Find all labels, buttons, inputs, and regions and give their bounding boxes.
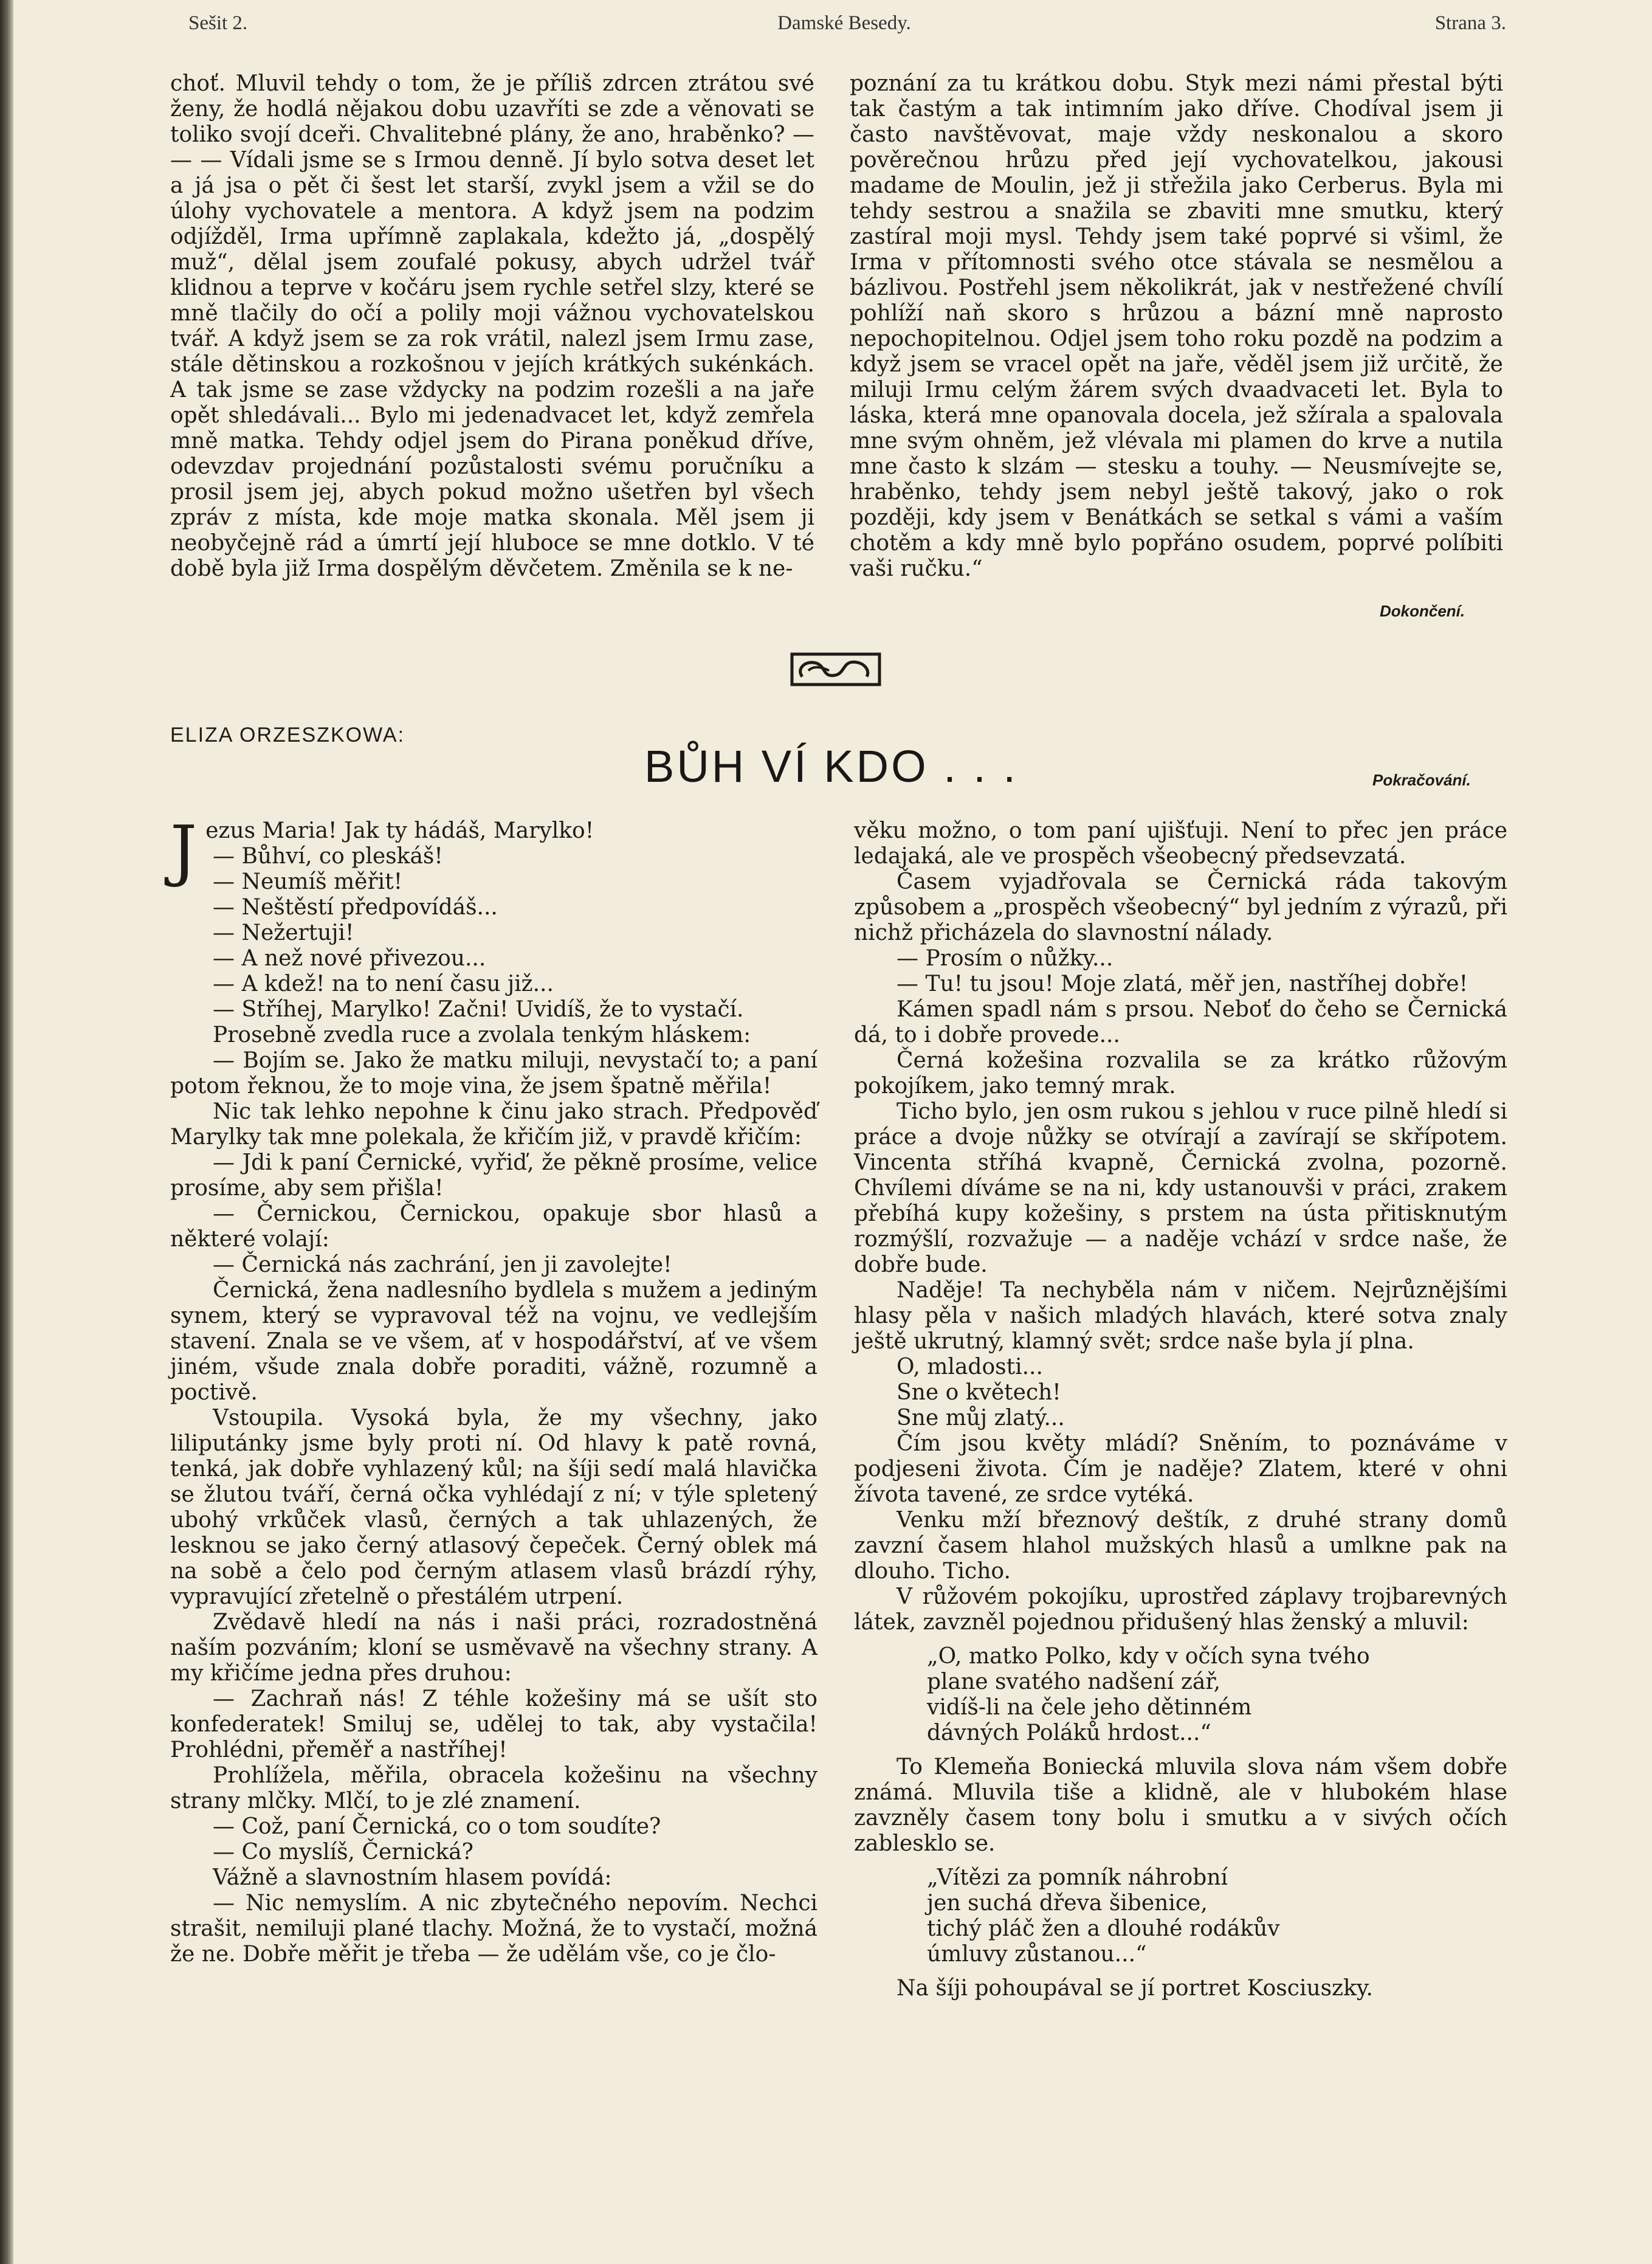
story-paragraph: — Co myslíš, Černická?: [213, 1840, 473, 1865]
issue-label: Sešit 2.: [188, 12, 248, 34]
story-paragraph: Kámen spadl nám s prsou. Neboť do čeho se Černická dá, to i dobře provede...: [854, 997, 1507, 1047]
story-paragraph: Venku mží březnový deštík, z druhé strany domů zavzní časem hlahol mužských hlasů a umlkne pak na dlouho. Ticho.: [854, 1508, 1507, 1584]
prev-story-text-2: poznání za tu krátkou dobu. Styk mezi námi přestal býti tak častým a tak intimním jako dříve. Chodíval jsem ji často navštěvovat, maje vždy neskonalou a skoro pověrečnou hrůzu před její vychovatelkou, jakousi madame de Moulin, jež ji střežila jako Cerberus. Byla mi tehdy sestrou a snažila se zbaviti mne smutku, který zastíral moji mysl. Tehdy jsem také poprvé si všiml, že Irma v přítomnosti svého otce stávala se nesmělou a bázlivou. Postřehl jsem několikrát, jak v nestřežené chvílí pohlíží naň skoro s hrůzou a bázní mně naprosto nepochopitelnou. Odjel jsem toho roku pozdě na podzim a když jsem se vracel opět na jaře, věděl jsem již určitě, že miluji Irmu celým žárem svých dvaadvaceti let. Byla to láska, která mne opanovala docela, jež sžírala a spalovala mne svým ohněm, jež vlévala mi plamen do krve a nutila mne často k slzám — stesku a touhy. — Neusmívejte se, hraběnko, tehdy jsem nebyl ještě takový, jako o rok později, kdy jsem v Benátkách se setkal s vámi a vaším chotěm a kdy mně bylo popřáno osudem, poprvé políbiti vaši ručku.“: [850, 71, 1503, 581]
story-paragraph: Vstoupila. Vysoká byla, že my všechny, jako liliputánky jsme byly proti ní. Od hlavy k patě rovná, tenká, jak dobře vyhlazený kůl; na šíji sedí malá hlavička se žlutou tváří, černá očka vyhlédají z ní; v týle spletený ubohý vrkůček vlasů, černých a tak uhlazených, že lesknou se jako černý atlasový čepeček. Černý oblek má na sobě a čelo pod černým atlasem vlasů brázdí rýhy, vypravující zřetelně o přestálém utrpení.: [170, 1406, 817, 1609]
prev-story-signoff: Dokončení.: [1380, 602, 1465, 620]
prev-story-text-1: choť. Mluvil tehdy o tom, že je příliš zdrcen ztrátou své ženy, že hodlá nějakou dobu uzavříti se zde a věnovati se toliko svojí dceři. Chvalitebné plány, že ano, hraběnko? — — — Vídali jsme se s Irmou denně. Jí bylo sotva deset let a já jsa o pět či šest let starší, zvykl jsem a vžil se do úlohy vychovatele a mentora. A když jsem na podzim odjížděl, Irma upřímně zaplakala, kdežto já, „dospělý muž“, dělal jsem zoufalé pokusy, abych udržel tvář klidnou a teprve v kočáru jsem rychle setřel slzy, které se mně tlačily do očí a polily moji vážnou vychovatelskou tvář. A když jsem se za rok vrátil, nalezl jsem Irmu zase, stále dětinskou a rozkošnou v jejích krátkých sukénkách. A tak jsme se zase vždycky na podzim rozešli a na jaře opět shledávali... Bylo mi jedenadvacet let, když zemřela mně matka. Tehdy odjel jsem do Pirana poněkud dříve, odevzdav projednání pozůstalosti svému poručníku a prosil jsem jej, abych pokud možno ušetřen byl všech zpráv z místa, kde moje matka skonala. Měl jsem ji neobyčejně rád a úmrtí její hluboce se mne dotklo. V té době byla již Irma dospělým děvčetem. Změnila se k ne-: [170, 71, 814, 581]
story-paragraph: — Stříhej, Marylko! Začni! Uvidíš, že to vystačí.: [213, 997, 744, 1022]
verse-line: dávných Poláků hrdost...“: [927, 1720, 1211, 1745]
continued-label: Pokračování.: [1372, 771, 1471, 789]
story-paragraph: — Bůhví, co pleskáš!: [213, 844, 443, 869]
story-paragraph: O, mladosti...: [897, 1355, 1043, 1379]
story-paragraph: ezus Maria! Jak ty hádáš, Marylko!: [205, 818, 594, 843]
story-paragraph: Sne o květech!: [897, 1380, 1061, 1405]
story-paragraph: Černická, žena nadlesního bydlela s mužem a jediným synem, který se vypravoval též na vojnu, ve vedlejším stavení. Znala se ve všem, ať v hospodářství, ať ve všem jiném, všude znala dobře poraditi, vážně, rozumně a poctivě.: [170, 1278, 817, 1405]
verse-line: „O, matko Polko, kdy v očích syna tvého: [927, 1644, 1370, 1669]
drop-cap: J: [170, 811, 198, 889]
story-paragraph: — Nežertuji!: [213, 920, 354, 945]
story-paragraph: Zvědavě hledí na nás i naši práci, rozradostněná naším pozváním; kloní se usměvavě na všechny strany. A my křičíme jedna přes druhou:: [170, 1610, 817, 1686]
story-paragraph: — Nic nemyslím. A nic zbytečného nepovím. Nechci strašit, nemiluji plané tlachy. Možná, že to vystačí, možná že ne. Dobře měřit je třeba — že udělám vše, co je člo-: [170, 1891, 817, 1967]
verse-line: plane svatého nadšení zář,: [927, 1669, 1221, 1694]
story-paragraph: — Což, paní Černická, co o tom soudíte?: [213, 1814, 661, 1839]
verse-line: jen suchá dřeva šibenice,: [927, 1891, 1208, 1916]
story-author: ELIZA ORZESZKOWA:: [170, 723, 405, 747]
verse-line: vidíš-li na čele jeho dětinném: [927, 1695, 1252, 1720]
verse-line: „Vítězi za pomník náhrobní: [927, 1865, 1228, 1890]
story-paragraph: — Tu! tu jsou! Moje zlatá, měř jen, nastříhej dobře!: [897, 972, 1468, 996]
verse-line: úmluvy zůstanou...“: [927, 1942, 1147, 1967]
magazine-title: Damské Besedy.: [777, 12, 911, 34]
page-header: [182, 12, 1506, 43]
story-title: BŮH VÍ KDO . . .: [644, 741, 1018, 792]
story-paragraph: — A kdež! na to není času již...: [213, 972, 554, 996]
story-paragraph: Na šíji pohoupával se jí portret Kosciuszky.: [897, 1976, 1373, 2001]
story-paragraph: — Černickou, Černickou, opakuje sbor hlasů a některé volají:: [170, 1201, 817, 1252]
prev-story-column-2: [850, 71, 1503, 582]
story-paragraph: Prohlížela, měřila, obracela kožešinu na všechny strany mlčky. Mlčí, to je zlé znamení.: [170, 1763, 817, 1814]
story-paragraph: věku možno, o tom paní ujišťuji. Není to přec jen práce ledajaká, ale ve prospěch všeobecný předsevzatá.: [854, 818, 1507, 869]
prev-story-column-1: [170, 71, 814, 582]
story-paragraph: Ticho bylo, jen osm rukou s jehlou v ruce pilně hledí si práce a dvoje nůžky se otvírají a zavírají se skřípotem. Vincenta stříhá kvapně, Černická zvolna, pozorně. Chvílemi díváme se na ni, kdy ustanouvši v práci, zrakem přebíhá kupy kožešiny, s prstem na ústa přitisknutým rozmýšlí, rozvažuje — a naděje vchází v srdce naše, že dobře bude.: [854, 1099, 1507, 1277]
story-paragraph: — Jdi k paní Černické, vyřiď, že pěkně prosíme, velice prosíme, aby sem přišla!: [170, 1150, 817, 1201]
story-paragraph: Sne můj zlatý...: [897, 1406, 1065, 1431]
story-paragraph: Časem vyjadřovala se Černická ráda takovým způsobem a „prospěch všeobecný“ byl jedním z výrazů, při nichž přicházela do slavnostní nálady.: [854, 869, 1507, 945]
ornament-divider: [790, 652, 881, 686]
story-paragraph: — A než nové přivezou...: [213, 946, 486, 971]
story-paragraph: Černá kožešina rozvalila se za krátko růžovým pokojíkem, jako temný mrak.: [854, 1048, 1507, 1099]
book-binding: [0, 0, 13, 2264]
story-column-2: [854, 818, 1507, 2001]
verse-line: tichý pláč žen a dlouhé rodákův: [927, 1916, 1280, 1941]
verse-block: [927, 1644, 1507, 1746]
story-column-1: [170, 811, 817, 1967]
story-paragraph: — Černická nás zachrání, jen ji zavolejte!: [213, 1252, 672, 1277]
story-paragraph: Nic tak lehko nepohne k činu jako strach. Předpověď Marylky tak mne polekala, že křičím již, v pravdě křičím:: [170, 1099, 817, 1150]
verse-block: [927, 1865, 1507, 1967]
story-paragraph: To Klemeňa Boniecká mluvila slova nám všem dobře známá. Mluvila tiše a klidně, ale v hlubokém hlase zavzněly časem tony bolu i smutku a v sivých očích zablesklo se.: [854, 1755, 1507, 1856]
story-paragraph: — Zachraň nás! Z téhle kožešiny má se ušít sto konfederatek! Smiluj se, udělej to tak, aby vystačila! Prohlédni, přeměř a nastříhej!: [170, 1686, 817, 1762]
story-paragraph: — Neštěstí předpovídáš...: [213, 895, 498, 920]
story-paragraph: — Bojím se. Jako že matku miluji, nevystačí to; a paní potom řeknou, že to moje vina, že jsem špatně měřila!: [170, 1048, 817, 1099]
story-paragraph: Naděje! Ta nechyběla nám v ničem. Nejrůznějšími hlasy pěla v našich mladých hlavách, které sotva znaly ještě ukrutný, klamný svět; srdce naše byla jí plna.: [854, 1278, 1507, 1354]
story-paragraph: Čím jsou květy mládí? Sněním, to poznáváme v podjeseni života. Čím je naděje? Zlatem, které v ohni žívota tavené, ze srdce vytéká.: [854, 1431, 1507, 1507]
story-paragraph: V růžovém pokojíku, uprostřed záplavy trojbarevných látek, zavzněl pojednou přidušený hlas ženský a mluvil:: [854, 1584, 1507, 1635]
story-paragraph: — Prosím o nůžky...: [897, 946, 1113, 971]
story-paragraph: — Neumíš měřit!: [213, 869, 403, 894]
story-paragraph: Prosebně zvedla ruce a zvolala tenkým hláskem:: [213, 1023, 751, 1047]
page-number: Strana 3.: [1434, 12, 1506, 34]
story-paragraph: Vážně a slavnostním hlasem povídá:: [213, 1865, 612, 1890]
